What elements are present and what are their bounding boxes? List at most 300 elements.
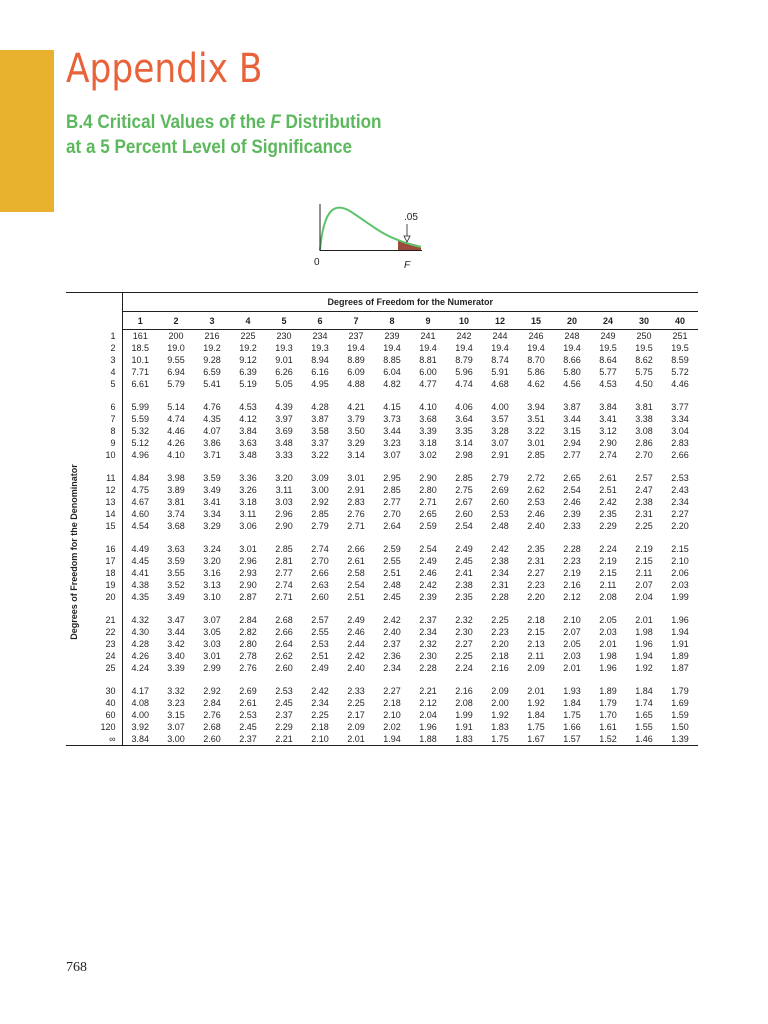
critical-value-cell: 2.72 [527,473,545,483]
critical-value-cell: 4.10 [419,402,437,412]
column-header: 24 [590,312,626,330]
critical-value-cell: 2.27 [527,568,545,578]
critical-value-cell: 1.92 [527,698,545,708]
critical-value-cell: 9.55 [167,355,185,365]
critical-value-cell: 3.48 [275,438,293,448]
critical-value-cell: 6.00 [419,367,437,377]
critical-value-cell: 5.32 [131,426,150,436]
critical-value-cell: 2.03 [599,627,617,637]
critical-value-cell: 6.26 [275,367,293,377]
critical-value-cell: 2.09 [491,686,509,696]
critical-value-cell: 4.68 [491,379,509,389]
critical-value-cell: 2.34 [383,663,401,673]
critical-value-cell: 19.2 [203,343,221,353]
critical-value-cell: 4.76 [203,402,221,412]
critical-value-cell: 2.85 [527,450,545,460]
table-row [66,413,698,425]
critical-value-cell: 2.15 [527,627,545,637]
spacer-cell [122,532,698,543]
critical-value-cell: 2.63 [311,580,329,590]
critical-value-cell: 2.11 [527,651,545,661]
critical-value-cell: 2.51 [347,592,365,602]
critical-value-cell: 2.32 [419,639,437,649]
critical-value-cell: 2.46 [527,509,545,519]
critical-value-cell: 8.59 [671,355,689,365]
critical-value-cell: 19.4 [527,343,545,353]
critical-value-cell: 6.61 [131,379,150,389]
row-df-label: 2 [66,342,122,354]
critical-value-cell: 2.17 [347,710,365,720]
critical-value-cell: 2.16 [455,686,473,696]
critical-value-cell: 3.33 [275,450,293,460]
row-df-label: 12 [66,484,122,496]
table-row [66,508,698,520]
critical-value-cell: 3.68 [167,521,185,531]
critical-value-cell: 4.53 [599,379,617,389]
critical-value-cell: 2.18 [311,722,329,732]
critical-value-cell: 1.89 [671,651,689,661]
critical-value-cell: 4.45 [131,556,150,566]
critical-value-cell: 2.33 [347,686,365,696]
critical-value-cell: 4.12 [239,414,257,424]
spacer-cell [122,603,698,614]
critical-value-cell: 4.82 [383,379,401,389]
critical-value-cell: 2.74 [275,580,293,590]
critical-value-cell: 2.31 [635,509,653,519]
critical-value-cell: 1.96 [599,663,617,673]
critical-value-cell: 2.91 [491,450,509,460]
critical-value-cell: 2.45 [383,592,401,602]
critical-value-cell: 8.66 [563,355,581,365]
critical-value-cell: 2.31 [491,580,509,590]
critical-value-cell: 2.55 [383,556,401,566]
critical-value-cell: 5.75 [635,367,653,377]
critical-value-cell: 8.64 [599,355,617,365]
critical-value-cell: 2.29 [275,722,293,732]
critical-value-cell: 2.08 [599,592,617,602]
critical-value-cell: 2.67 [455,497,473,507]
critical-value-cell: 4.35 [203,414,221,424]
row-df-label: 6 [66,401,122,413]
critical-value-cell: 2.23 [563,556,581,566]
critical-value-cell: 2.01 [635,615,653,625]
critical-value-cell: 6.59 [203,367,221,377]
critical-value-cell: 9.01 [275,355,293,365]
critical-value-cell: 5.86 [527,367,545,377]
critical-value-cell: 2.06 [671,568,689,578]
critical-value-cell: 2.85 [311,509,329,519]
critical-value-cell: 4.32 [131,615,150,625]
critical-value-cell: 2.86 [635,438,653,448]
critical-value-cell: 2.40 [527,521,545,531]
critical-value-cell: 3.24 [203,544,221,554]
critical-value-cell: 3.34 [203,509,221,519]
critical-value-cell: 3.37 [311,438,329,448]
critical-value-cell: 2.39 [563,509,581,519]
critical-value-cell: 4.77 [419,379,437,389]
critical-value-cell: 1.84 [635,686,653,696]
critical-value-cell: 3.51 [527,414,545,424]
row-df-label: 3 [66,354,122,366]
critical-value-cell: 2.60 [455,509,473,519]
group-spacer [66,390,698,401]
critical-value-cell: 2.68 [203,722,221,732]
row-df-label: 120 [66,721,122,733]
row-df-label: 7 [66,413,122,425]
critical-value-cell: 2.99 [203,663,221,673]
critical-value-cell: 2.12 [419,698,437,708]
critical-value-cell: 2.62 [527,485,545,495]
row-df-label: 60 [66,709,122,721]
critical-value-cell: 2.65 [419,509,437,519]
alpha-label: .05 [404,212,418,223]
critical-value-cell: 2.23 [527,580,545,590]
spacer-cell [122,674,698,685]
critical-value-cell: 1.46 [626,733,662,746]
critical-value-cell: 2.40 [347,663,365,673]
critical-value-cell: 3.02 [419,450,437,460]
critical-value-cell: 3.13 [203,580,221,590]
critical-value-cell: 2.37 [275,710,293,720]
critical-value-cell: 2.28 [491,592,509,602]
critical-value-cell: 9.12 [239,355,257,365]
table-row [66,567,698,579]
critical-value-cell: 2.25 [635,521,653,531]
row-df-label: 23 [66,638,122,650]
critical-value-cell: 2.28 [563,544,581,554]
critical-value-cell: 2.45 [455,556,473,566]
critical-value-cell: 2.82 [239,627,257,637]
critical-value-cell: 2.60 [491,497,509,507]
critical-value-cell: 2.34 [419,627,437,637]
critical-value-cell: 3.69 [275,426,293,436]
critical-value-cell: 2.49 [455,544,473,554]
critical-value-cell: 2.57 [635,473,653,483]
f-distribution-figure [300,196,440,276]
table-row [66,437,698,449]
critical-value-cell: 2.10 [302,733,338,746]
table-row [66,449,698,461]
critical-value-cell: 4.46 [167,426,185,436]
critical-value-cell: 1.75 [527,722,545,732]
group-spacer [66,461,698,472]
critical-value-cell: 225 [240,331,256,341]
corner-cell [66,293,122,312]
critical-value-cell: 3.42 [167,639,185,649]
denominator-header-container [68,452,80,652]
row-df-label: 10 [66,449,122,461]
critical-value-cell: 2.42 [419,580,437,590]
critical-value-cell: 2.03 [563,651,581,661]
critical-value-cell: 6.39 [239,367,257,377]
critical-value-cell: 3.87 [311,414,329,424]
critical-value-cell: 5.12 [131,438,150,448]
critical-value-cell: 2.61 [347,556,365,566]
table-row [66,662,698,674]
critical-value-cell: 3.01 [239,544,257,554]
critical-value-cell: 2.28 [419,663,437,673]
critical-value-cell: 4.26 [167,438,185,448]
critical-value-cell: 2.70 [635,450,653,460]
critical-value-cell: 2.04 [419,710,437,720]
critical-value-cell: 1.92 [491,710,509,720]
critical-value-cell: 2.70 [383,509,401,519]
critical-value-cell: 3.07 [383,450,401,460]
row-df-label: 17 [66,555,122,567]
alpha-arrowhead [404,236,410,242]
critical-value-cell: 2.59 [419,521,437,531]
critical-value-cell: 2.46 [347,627,365,637]
critical-value-cell: 4.35 [131,592,150,602]
critical-value-cell: 2.31 [527,556,545,566]
critical-value-cell: 3.81 [167,497,185,507]
critical-value-cell: 4.49 [131,544,150,554]
critical-value-cell: 8.89 [347,355,365,365]
critical-value-cell: 2.33 [563,521,581,531]
critical-value-cell: 2.10 [383,710,401,720]
critical-value-cell: 2.91 [347,485,365,495]
critical-value-cell: 3.87 [563,402,581,412]
denominator-header: Degrees of Freedom for the Denominator [69,464,79,640]
critical-value-cell: 244 [492,331,508,341]
critical-value-cell: 2.30 [419,651,437,661]
critical-value-cell: 4.28 [131,639,150,649]
row-df-label: ∞ [66,733,122,746]
numerator-header: Degrees of Freedom for the Numerator [122,293,698,312]
critical-value-cell: 4.06 [455,402,473,412]
critical-value-cell: 2.61 [239,698,257,708]
critical-value-cell: 8.79 [455,355,473,365]
row-df-label: 25 [66,662,122,674]
critical-value-cell: 1.99 [455,710,473,720]
critical-value-cell: 7.71 [131,367,150,377]
critical-value-cell: 2.19 [563,568,581,578]
critical-value-cell: 2.92 [311,497,329,507]
critical-value-cell: 3.50 [347,426,365,436]
critical-value-cell: 1.92 [635,663,653,673]
critical-value-cell: 5.80 [563,367,581,377]
spacer-cell [122,461,698,472]
critical-value-cell: 4.54 [131,521,150,531]
critical-value-cell: 4.84 [131,473,150,483]
column-header-row [66,312,698,330]
critical-value-cell: 3.22 [311,450,329,460]
critical-value-cell: 3.71 [203,450,221,460]
critical-value-cell: 4.07 [203,426,221,436]
critical-value-cell: 2.42 [383,615,401,625]
critical-value-cell: 239 [384,331,400,341]
critical-value-cell: 3.49 [167,592,185,602]
critical-value-cell: 4.38 [131,580,150,590]
critical-value-cell: 6.94 [167,367,185,377]
critical-value-cell: 4.30 [131,627,150,637]
critical-value-cell: 3.48 [239,450,257,460]
zero-label: 0 [314,257,320,268]
critical-value-cell: 1.79 [671,686,689,696]
critical-value-cell: 3.14 [347,450,365,460]
critical-value-cell: 5.72 [671,367,689,377]
page-number: 768 [66,960,87,975]
critical-value-cell: 2.66 [347,544,365,554]
critical-value-cell: 1.75 [482,733,518,746]
critical-value-cell: 19.5 [635,343,653,353]
critical-value-cell: 2.54 [455,521,473,531]
critical-value-cell: 2.45 [275,698,293,708]
table-row [66,401,698,413]
critical-value-cell: 19.3 [275,343,293,353]
critical-value-cell: 4.10 [167,450,185,460]
critical-value-cell: 2.54 [347,580,365,590]
row-df-label: 15 [66,520,122,532]
critical-value-cell: 2.34 [311,698,329,708]
critical-value-cell: 2.04 [635,592,653,602]
column-header: 2 [158,312,194,330]
critical-value-cell: 1.70 [599,710,617,720]
critical-value-cell: 2.05 [563,639,581,649]
table-row [66,520,698,532]
critical-value-cell: 2.66 [671,450,689,460]
column-header: 10 [446,312,482,330]
critical-value-cell: 4.08 [131,698,150,708]
row-df-label: 18 [66,567,122,579]
critical-value-cell: 3.18 [239,497,257,507]
critical-value-cell: 3.44 [383,426,401,436]
critical-value-cell: 3.81 [635,402,653,412]
row-df-label: 24 [66,650,122,662]
group-spacer [66,532,698,543]
section-title-suffix: Distribution [280,112,382,133]
table-body [66,330,698,746]
critical-value-cell: 3.00 [311,485,329,495]
critical-value-cell: 2.35 [599,509,617,519]
critical-value-cell: 2.69 [491,485,509,495]
critical-value-cell: 2.85 [275,544,293,554]
critical-value-cell: 2.98 [455,450,473,460]
critical-value-cell: 2.09 [527,663,545,673]
critical-value-cell: 5.14 [167,402,185,412]
critical-value-cell: 3.59 [203,473,221,483]
critical-value-cell: 2.32 [455,615,473,625]
critical-value-cell: 2.41 [455,568,473,578]
critical-value-cell: 5.41 [203,379,221,389]
critical-value-cell: 3.44 [563,414,581,424]
critical-value-cell: 3.16 [203,568,221,578]
critical-value-cell: 2.70 [311,556,329,566]
critical-value-cell: 1.88 [410,733,446,746]
critical-value-cell: 3.22 [527,426,545,436]
critical-value-cell: 2.18 [383,698,401,708]
critical-value-cell: 2.27 [383,686,401,696]
row-df-label: 40 [66,697,122,709]
critical-value-cell: 1.94 [374,733,410,746]
critical-value-cell: 3.92 [131,722,150,732]
critical-value-cell: 2.51 [383,568,401,578]
critical-value-cell: 19.4 [491,343,509,353]
critical-value-cell: 2.20 [491,639,509,649]
critical-value-cell: 5.19 [239,379,257,389]
critical-value-cell: 2.16 [491,663,509,673]
critical-value-cell: 2.42 [599,497,617,507]
critical-value-cell: 2.35 [527,544,545,554]
critical-value-cell: 3.01 [527,438,545,448]
critical-value-cell: 3.73 [383,414,401,424]
critical-value-cell: 2.42 [347,651,365,661]
column-header: 8 [374,312,410,330]
critical-value-cell: 3.03 [275,497,293,507]
critical-value-cell: 1.83 [446,733,482,746]
critical-value-cell: 4.26 [131,651,150,661]
critical-value-cell: 2.90 [599,438,617,448]
critical-value-cell: 2.62 [275,651,293,661]
critical-value-cell: 2.49 [347,615,365,625]
critical-value-cell: 3.89 [167,485,185,495]
critical-value-cell: 3.86 [203,438,221,448]
critical-value-cell: 2.84 [203,698,221,708]
critical-value-cell: 1.94 [671,627,689,637]
critical-value-cell: 3.77 [671,402,689,412]
critical-value-cell: 2.78 [239,651,257,661]
critical-value-cell: 2.71 [275,592,293,602]
critical-value-cell: 2.75 [455,485,473,495]
critical-value-cell: 2.49 [419,556,437,566]
critical-value-cell: 3.63 [167,544,185,554]
column-header: 4 [230,312,266,330]
section-title-prefix: B.4 Critical Values of the [66,112,271,133]
row-df-label: 20 [66,591,122,603]
critical-value-cell: 2.27 [455,639,473,649]
critical-value-cell: 2.66 [311,568,329,578]
critical-value-cell: 2.64 [275,639,293,649]
critical-value-cell: 3.39 [167,663,185,673]
critical-value-cell: 2.30 [455,627,473,637]
critical-value-cell: 2.05 [599,615,617,625]
critical-value-cell: 3.84 [599,402,617,412]
row-df-label: 5 [66,378,122,390]
spacer-cell [66,674,122,685]
critical-value-cell: 10.1 [131,355,150,365]
critical-value-cell: 1.96 [635,639,653,649]
critical-value-cell: 4.56 [563,379,581,389]
critical-value-cell: 3.79 [347,414,365,424]
table-row [66,555,698,567]
critical-value-cell: 3.68 [419,414,437,424]
critical-value-cell: 2.74 [311,544,329,554]
critical-value-cell: 19.5 [671,343,689,353]
critical-value-cell: 250 [636,331,652,341]
critical-value-cell: 3.28 [491,426,509,436]
critical-value-cell: 2.42 [311,686,329,696]
critical-value-cell: 2.76 [347,509,365,519]
critical-value-cell: 3.10 [203,592,221,602]
critical-value-cell: 2.48 [383,580,401,590]
row-df-label: 19 [66,579,122,591]
critical-value-cell: 1.96 [419,722,437,732]
critical-value-cell: 3.18 [419,438,437,448]
critical-value-cell: 2.19 [635,544,653,554]
critical-value-cell: 2.24 [599,544,617,554]
critical-value-cell: 1.93 [563,686,581,696]
critical-value-cell: 4.00 [491,402,509,412]
table-row [66,342,698,354]
critical-value-cell: 2.60 [275,663,293,673]
critical-value-cell: 3.26 [239,485,257,495]
critical-value-cell: 2.39 [419,592,437,602]
critical-value-cell: 2.18 [527,615,545,625]
section-title [66,110,408,160]
critical-value-cell: 2.90 [419,473,437,483]
critical-value-cell: 19.4 [563,343,581,353]
critical-value-cell: 2.35 [455,592,473,602]
